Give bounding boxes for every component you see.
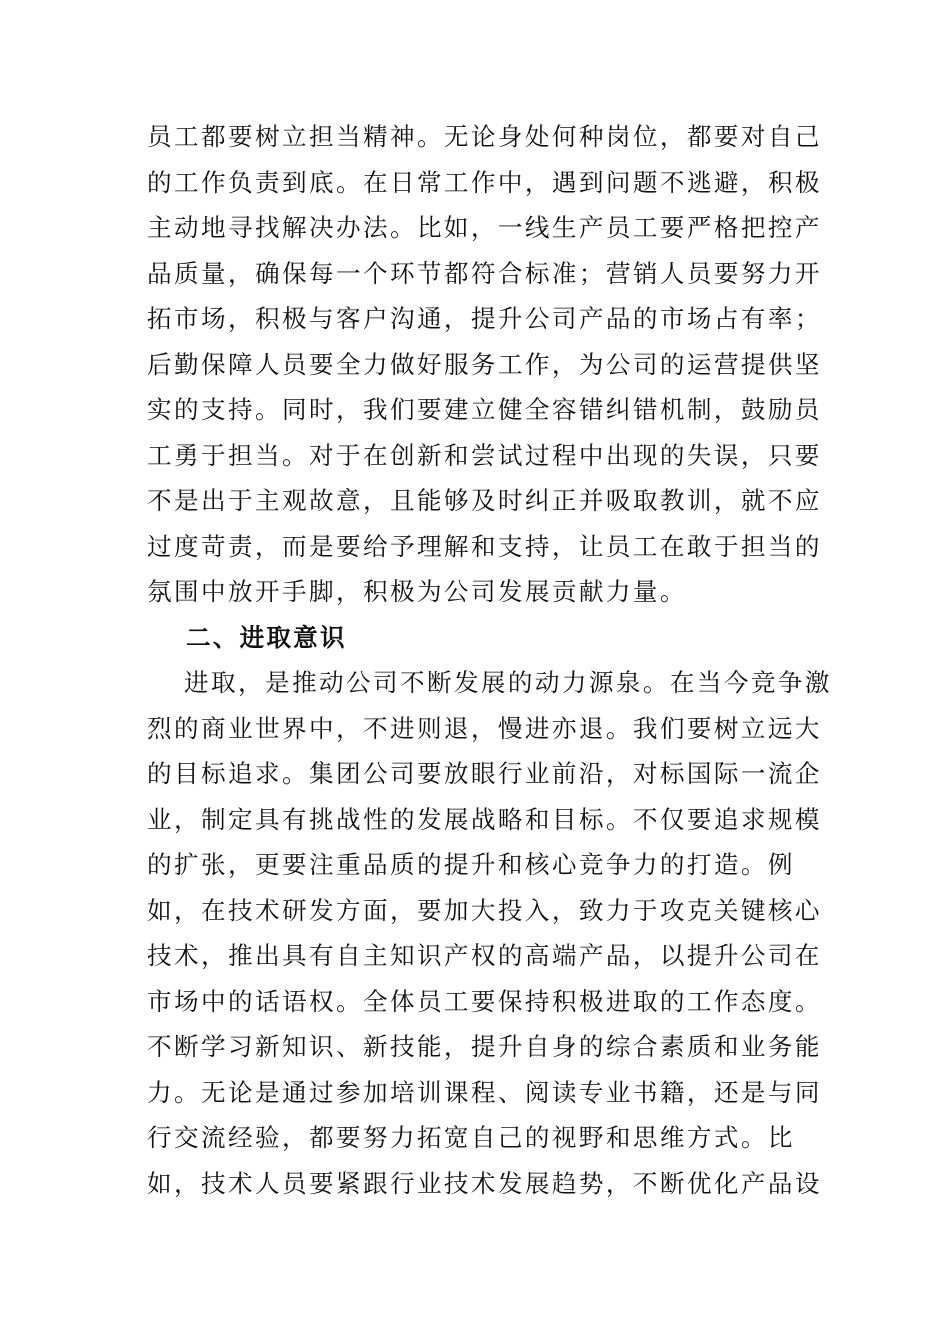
text-line: 氛围中放开手脚，积极为公司发展贡献力量。 bbox=[147, 577, 687, 606]
text-line: 员工都要树立担当精神。无论身处何种岗位，都要对自己 bbox=[147, 122, 822, 151]
text-line: 品质量，确保每一个环节都符合标准；营销人员要努力开 bbox=[147, 258, 822, 288]
text-line: 力。无论是通过参加培训课程、阅读专业书籍，还是与同 bbox=[147, 1077, 822, 1107]
section-heading: 二、进取意识 bbox=[186, 622, 347, 652]
text-line: 业，制定具有挑战性的发展战略和目标。不仅要追求规模 bbox=[147, 804, 822, 834]
text-line: 工勇于担当。对于在创新和尝试过程中出现的失误，只要 bbox=[147, 440, 822, 470]
text-line: 的工作负责到底。在日常工作中，遇到问题不逃避，积极 bbox=[147, 167, 822, 197]
text-line: 不是出于主观故意，且能够及时纠正并吸取教训，就不应 bbox=[147, 486, 822, 515]
text-line: 实的支持。同时，我们要建立健全容错纠错机制，鼓励员 bbox=[147, 395, 822, 424]
text-line: 烈的商业世界中，不进则退，慢进亦退。我们要树立远大 bbox=[147, 713, 822, 743]
text-line: 拓市场，积极与客户沟通，提升公司产品的市场占有率； bbox=[147, 304, 822, 333]
text-line: 技术，推出具有自主知识产权的高端产品，以提升公司在 bbox=[147, 941, 822, 970]
paragraph-first-line: 进取，是推动公司不断发展的动力源泉。在当今竞争激 bbox=[184, 668, 832, 697]
text-line: 如，技术人员要紧跟行业技术发展趋势，不断优化产品设 bbox=[147, 1168, 822, 1198]
text-line: 的扩张，更要注重品质的提升和核心竞争力的打造。例 bbox=[147, 850, 795, 879]
text-line: 市场中的话语权。全体员工要保持积极进取的工作态度。 bbox=[147, 986, 822, 1016]
text-line: 如，在技术研发方面，要加大投入，致力于攻克关键核心 bbox=[147, 895, 822, 925]
text-line: 不断学习新知识、新技能，提升自身的综合素质和业务能 bbox=[147, 1032, 822, 1061]
text-line: 的目标追求。集团公司要放眼行业前沿，对标国际一流企 bbox=[147, 759, 822, 788]
text-line: 后勤保障人员要全力做好服务工作，为公司的运营提供坚 bbox=[147, 349, 822, 379]
text-line: 主动地寻找解决办法。比如，一线生产员工要严格把控产 bbox=[147, 213, 822, 242]
body-text bbox=[147, 114, 832, 1206]
text-line: 过度苛责，而是要给予理解和支持，让员工在敢于担当的 bbox=[147, 531, 822, 561]
text-line: 行交流经验，都要努力拓宽自己的视野和思维方式。比 bbox=[147, 1123, 795, 1152]
